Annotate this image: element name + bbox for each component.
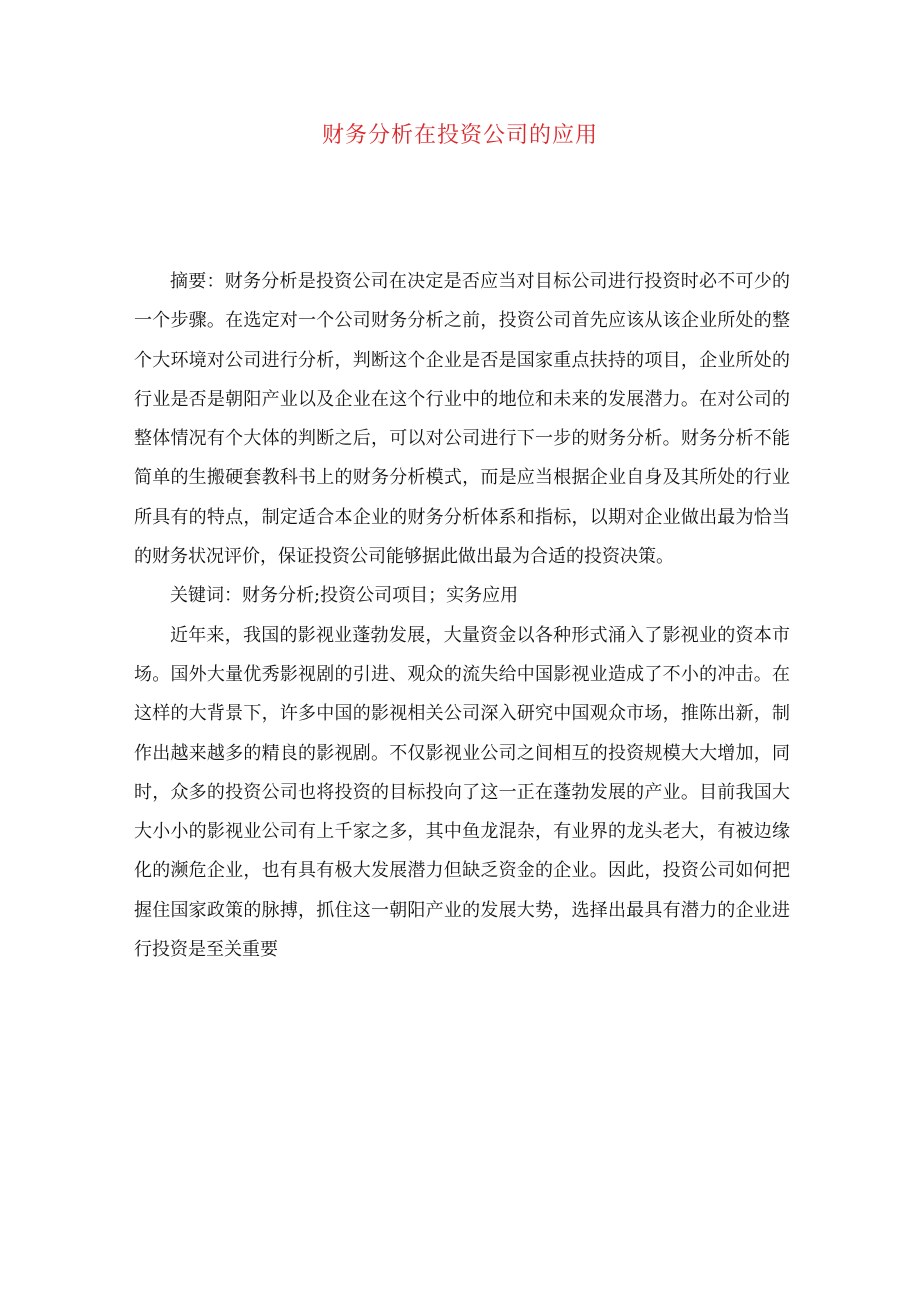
keywords-paragraph: 关键词：财务分析;投资公司项目；实务应用 bbox=[170, 585, 519, 607]
document-body bbox=[134, 262, 790, 969]
abstract-paragraph: 摘要：财务分析是投资公司在决定是否应当对目标公司进行投资时必不可少的一个步骤。在选定对一个公司财务分析之前，投资公司首先应该从该企业所处的整个大环境对公司进行分析，判断这个企业是否是国家重点扶持的项目，企业所处的行业是否是朝阳产业以及企业在这个行业中的地位和未来的发展潜力。在对公司的整体情况有个大体的判断之后，可以对公司进行下一步的财务分析。财务分析不能简单的生搬硬套教科书上的财务分析模式，而是应当根据企业自身及其所处的行业所具有的特点，制定适合本企业的财务分析体系和指标，以期对企业做出最为恰当的财务状况评价，保证投资公司能够据此做出最为合适的投资决策。 bbox=[134, 271, 790, 568]
body-paragraph: 近年来，我国的影视业蓬勃发展，大量资金以各种形式涌入了影视业的资本市场。国外大量优秀影视剧的引进、观众的流失给中国影视业造成了不小的冲击。在这样的大背景下，许多中国的影视相关公司深入研究中国观众市场，推陈出新，制作出越来越多的精良的影视剧。不仅影视业公司之间相互的投资规模大大增加，同时，众多的投资公司也将投资的目标投向了这一正在蓬勃发展的产业。目前我国大大小小的影视业公司有上千家之多，其中鱼龙混杂，有业界的龙头老大，有被边缘化的濒危企业，也有具有极大发展潜力但缺乏资金的企业。因此，投资公司如何把握住国家政策的脉搏，抓住这一朝阳产业的发展大势，选择出最具有潜力的企业进行投资是至关重要 bbox=[134, 624, 790, 961]
document-title: 财务分析在投资公司的应用 bbox=[321, 123, 598, 148]
